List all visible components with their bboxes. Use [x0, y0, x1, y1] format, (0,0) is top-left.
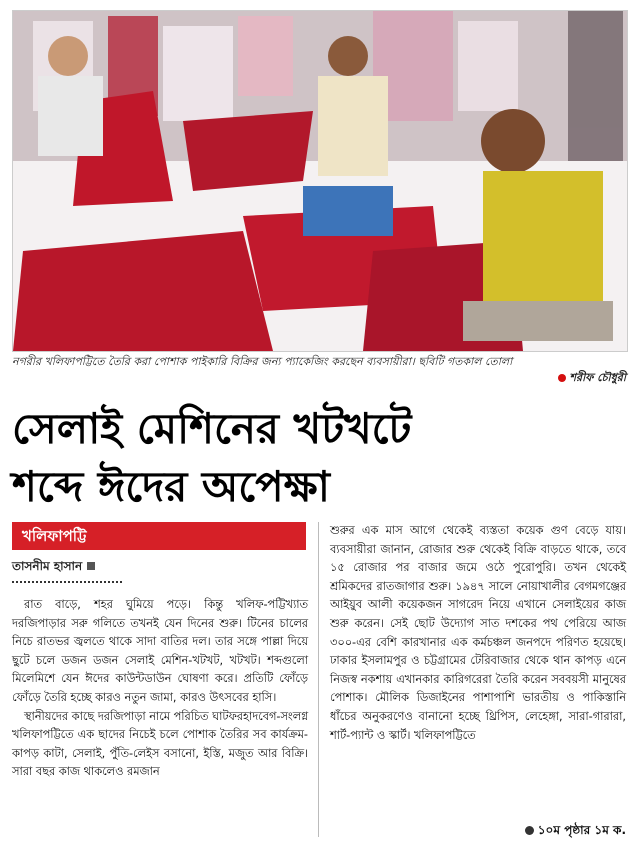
article-column-1 [12, 596, 308, 782]
photo-caption [12, 354, 626, 394]
section-kicker: খলিফাপট্টি [12, 522, 306, 550]
article-column-2 [330, 522, 626, 745]
bullet-icon [558, 374, 566, 382]
paragraph-2: স্থানীয়দের কাছে দরজিপাড়া নামে পরিচিত ঘাটফরহাদবেগ-সংলগ্ন খলিফাপট্টিতে এক ছাদের নিচেই চলে পোশাক তৈরির সব কার্যক্রম-কাপড় কাটা, সেলাই, পুঁতি-লেইস বসানো, ইস্তি, মজুত আর বিক্রি। সারা বছর কাজ থাকলেও রমজান [12, 709, 308, 779]
headline [12, 400, 626, 516]
market-scene-image [13, 11, 627, 351]
author-name: তাসনীম হাসান [12, 559, 83, 573]
square-icon [87, 562, 95, 570]
continued-note[interactable]: ১০ম পৃষ্ঠার ১ম ক. [525, 822, 626, 842]
paragraph-1: রাত বাড়ে, শহর ঘুমিয়ে পড়ে। কিন্তু খলিফ-পট্টিখ্যাত দরজিপাড়ার সরু গলিতে তখনই যেন দিনের শুরু। টিনের চালের নিচে রাতভর জ্বলতে থাকে সাদা বাতির দল। তার সঙ্গে পাল্লা দিয়ে ছুটে চলে ডজন ডজন সেলাই মেশিন-খটখট, খটখট। শব্দগুলো মিলেমিশে যেন ঈদের কাউন্টডাউন ঘোষণা করে। প্রতিটি ফোঁড়ে ফোঁড়ে তৈরি হচ্ছে কারও নতুন জামা, কারও উৎসবের হাসি। [12, 598, 308, 704]
byline [12, 558, 306, 583]
headline-line-1: সেলাই মেশিনের খটখটে [12, 404, 412, 453]
photo-credit: শরীফ চৌধুরী [558, 370, 626, 385]
bullet-icon [525, 826, 534, 835]
caption-text: নগরীর খলিফাপট্টিতে তৈরি করা পোশাক পাইকারি বিক্রির জন্য প্যাকেজিং করছেন ব্যবসায়ীরা। ছবিটি গতকাল তোলা [12, 355, 513, 368]
paragraph-3: শুরুর এক মাস আগে থেকেই ব্যস্ততা কয়েক গুণ বেড়ে যায়। ব্যবসায়ীরা জানান, রোজার শুরু থেকেই বিক্রি বাড়তে থাকে, তবে ১৫ রোজার পর বাজার জমে ওঠে পুরোপুরি। তখন থেকেই শ্রমিকদের রাতজাগার শুরু। ১৯৪৭ সালে নোয়াখালীর বেগমগঞ্জের আইয়ুব আলী কয়েকজন সাগরেদ নিয়ে এখানে সেলাইয়ের কাজ শুরু করেন। সেই ছোট উদ্যোগ সাত দশকের পথ পেরিয়ে আজ ৩০০-এর বেশি কারখানার এক কর্মচঞ্চল জনপদে পরিণত হয়েছে। ঢাকার ইসলামপুর ও চট্টগ্রামের টেরিবাজার থেকে থান কাপড় এনে নিজস্ব নকশায় এখানকার কারিগরেরা তৈরি করেন সববয়সী মানুষের পোশাক। মৌলিক ডিজাইনের পাশাপাশি ভারতীয় ও পাকিস্তানি ধাঁচের অনুকরণেও বানানো হচ্ছে থ্রিপিস, লেহেঙ্গা, সারা-গারারা, শার্ট-প্যান্ট ও স্কার্ট। খলিফাপট্টিতে [330, 524, 626, 742]
column-divider [318, 522, 319, 837]
byline-divider [12, 581, 122, 583]
news-photo [12, 10, 628, 352]
headline-line-2: শব্দে ঈদের অপেক্ষা [12, 462, 330, 511]
